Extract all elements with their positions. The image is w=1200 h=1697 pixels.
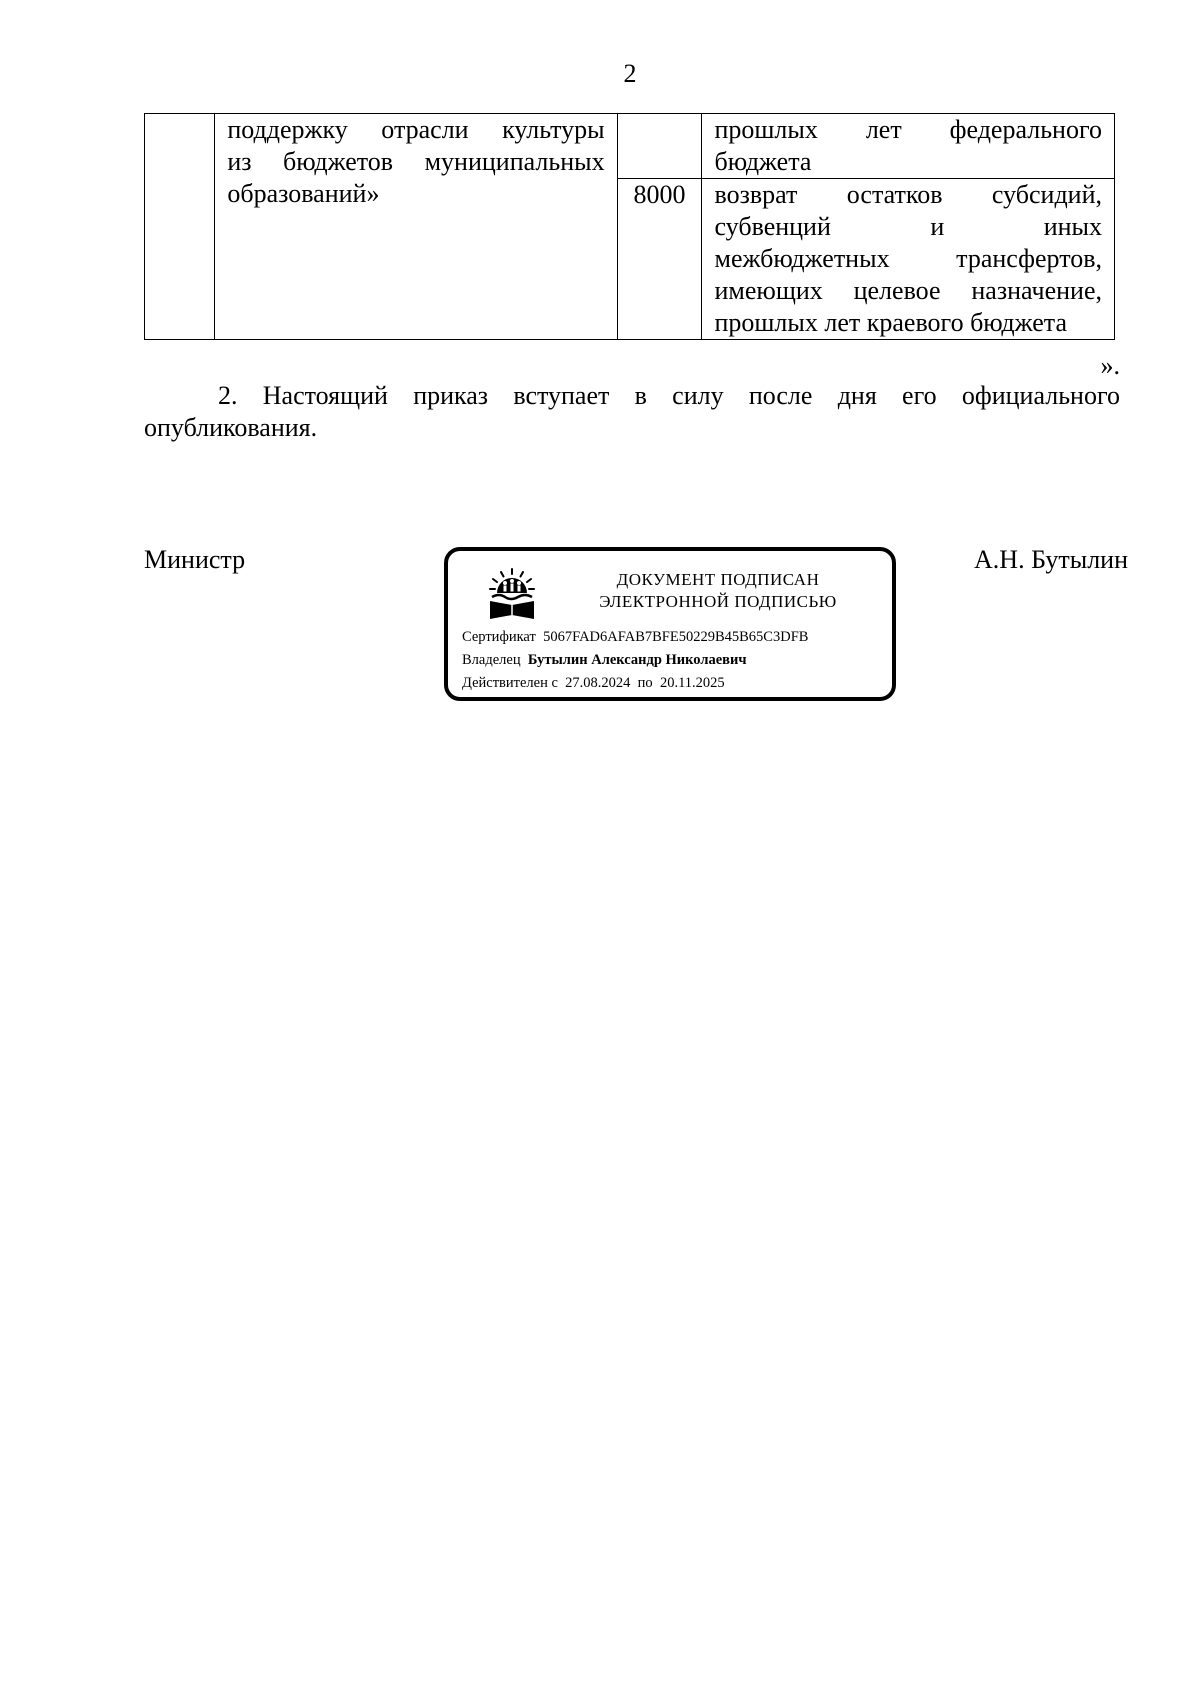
stamp-certificate-row [462, 627, 808, 647]
name-line: поддержку отрасли культуры [227, 115, 605, 144]
budget-table [144, 113, 1115, 340]
valid-label: Действителен с [462, 675, 558, 691]
owner-value: Бутылин Александр Николаевич [527, 652, 747, 668]
description-line: прошлых лет федерального [714, 115, 1102, 144]
signer-title: Министр [144, 545, 246, 574]
table-row [145, 114, 1115, 179]
owner-label: Владелец [462, 652, 521, 668]
table-cell-description [702, 179, 1115, 340]
name-line: из бюджетов муниципальных [227, 147, 605, 176]
regional-emblem-icon [486, 567, 538, 621]
stamp-heading [558, 569, 878, 613]
stamp-heading-line: ЭЛЕКТРОННОЙ ПОДПИСЬЮ [599, 592, 837, 611]
certificate-value: 5067FAD6AFAB7BFE50229B45B65C3DFB [543, 629, 809, 645]
electronic-signature-stamp [444, 547, 896, 701]
closing-quote: ». [1100, 351, 1120, 380]
table-cell-code: 8000 [617, 179, 702, 340]
effective-date-paragraph [144, 380, 1120, 444]
paragraph-line: 2. Настоящий приказ вступает в силу после дня его официального [218, 381, 1120, 410]
name-line: образований» [227, 179, 380, 208]
signer-name: А.Н. Бутылин [974, 545, 1128, 574]
stamp-heading-line: ДОКУМЕНТ ПОДПИСАН [616, 570, 820, 589]
table-cell-name [215, 114, 617, 340]
paragraph-line: опубликования. [144, 413, 318, 442]
stamp-owner-row [462, 650, 747, 670]
description-line: межбюджетных трансфертов, [714, 244, 1102, 273]
certificate-label: Сертификат [462, 629, 536, 645]
valid-to: 20.11.2025 [659, 675, 725, 691]
valid-to-label: по [637, 675, 653, 691]
page-number: 2 [623, 59, 637, 88]
description-line: возврат остатков субсидий, [714, 180, 1102, 209]
description-line: субвенций и иных [714, 212, 1102, 241]
description-line: прошлых лет краевого бюджета [714, 308, 1068, 337]
table-cell-number [145, 114, 215, 340]
table-cell-code [617, 114, 702, 179]
table-cell-description [702, 114, 1115, 179]
stamp-validity-row [462, 673, 725, 693]
valid-from: 27.08.2024 [565, 675, 631, 691]
description-line: бюджета [714, 147, 812, 176]
description-line: имеющих целевое назначение, [714, 276, 1102, 305]
